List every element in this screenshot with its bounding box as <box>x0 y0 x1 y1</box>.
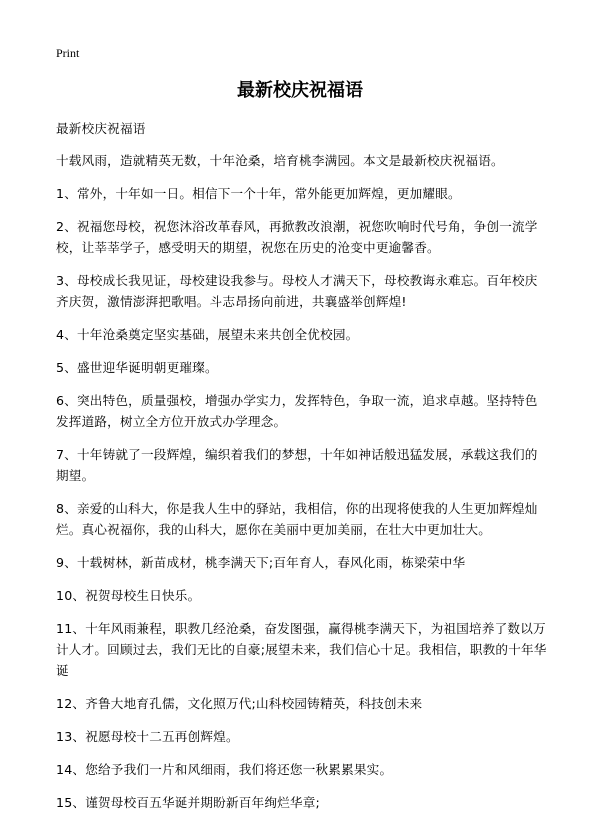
wish-item-11: 11、十年风雨兼程，职教几经沧桑，奋发图强，赢得桃李满天下，为祖国培养了数以万计人才。回顾过去，我们无比的自豪;展望未来，我们信心十足。我相信，职教的十年华诞 <box>56 621 547 678</box>
wish-item-15: 15、谨贺母校百五华诞并期盼新百年绚烂华章; <box>56 795 320 810</box>
wish-item-7: 7、十年铸就了一段辉煌，编织着我们的梦想，十年如神话般迅猛发展，承载这我们的期望。 <box>56 447 538 483</box>
wish-item-5: 5、盛世迎华诞明朝更璀璨。 <box>56 360 218 375</box>
wish-item-12: 12、齐鲁大地育孔儒，文化照万代;山科校园铸精英，科技创未来 <box>56 696 423 711</box>
wish-item-3: 3、母校成长我见证，母校建设我参与。母校人才满天下，母校教诲永难忘。百年校庆齐庆贺，激情澎湃把歌唱。斗志昂扬向前进，共襄盛举创辉煌! <box>56 273 538 309</box>
wish-item-10: 10、祝贺母校生日快乐。 <box>56 588 201 603</box>
wish-item-8: 8、亲爱的山科大，你是我人生中的驿站，我相信，你的出现将使我的人生更加辉煌灿烂。真心祝福你，我的山科大，愿你在美丽中更加美丽，在壮大中更加壮大。 <box>56 501 538 537</box>
document-subtitle: 最新校庆祝福语 <box>56 121 146 136</box>
wish-item-13: 13、祝愿母校十二五再创辉煌。 <box>56 729 239 744</box>
wish-item-6: 6、突出特色，质量强校，增强办学实力，发挥特色，争取一流，追求卓越。坚持特色发挥道路，树立全方位开放式办学理念。 <box>56 393 538 429</box>
wish-item-9: 9、十载树林，新苗成材，桃李满天下;百年育人，春风化雨，栋梁荣中华 <box>56 555 466 570</box>
document-title: 最新校庆祝福语 <box>237 80 363 101</box>
wish-item-2: 2、祝福您母校，祝您沐浴改革春风，再掀教改浪潮，祝您吹响时代号角，争创一流学校，让莘莘学子，感受明天的期望，祝您在历史的沧变中更逾馨香。 <box>56 219 538 255</box>
document-body <box>56 118 550 825</box>
wish-item-14: 14、您给予我们一片和风细雨，我们将还您一秋累累果实。 <box>56 762 393 777</box>
intro-paragraph: 十载风雨，造就精英无数，十年沧桑，培育桃李满园。本文是最新校庆祝福语。 <box>56 153 504 168</box>
wish-item-4: 4、十年沧桑奠定坚实基础，展望未来共创全优校园。 <box>56 327 359 342</box>
wish-item-1: 1、常外，十年如一日。相信下一个十年，常外能更加辉煌，更加耀眼。 <box>56 186 461 201</box>
print-link[interactable]: Print <box>56 46 80 60</box>
